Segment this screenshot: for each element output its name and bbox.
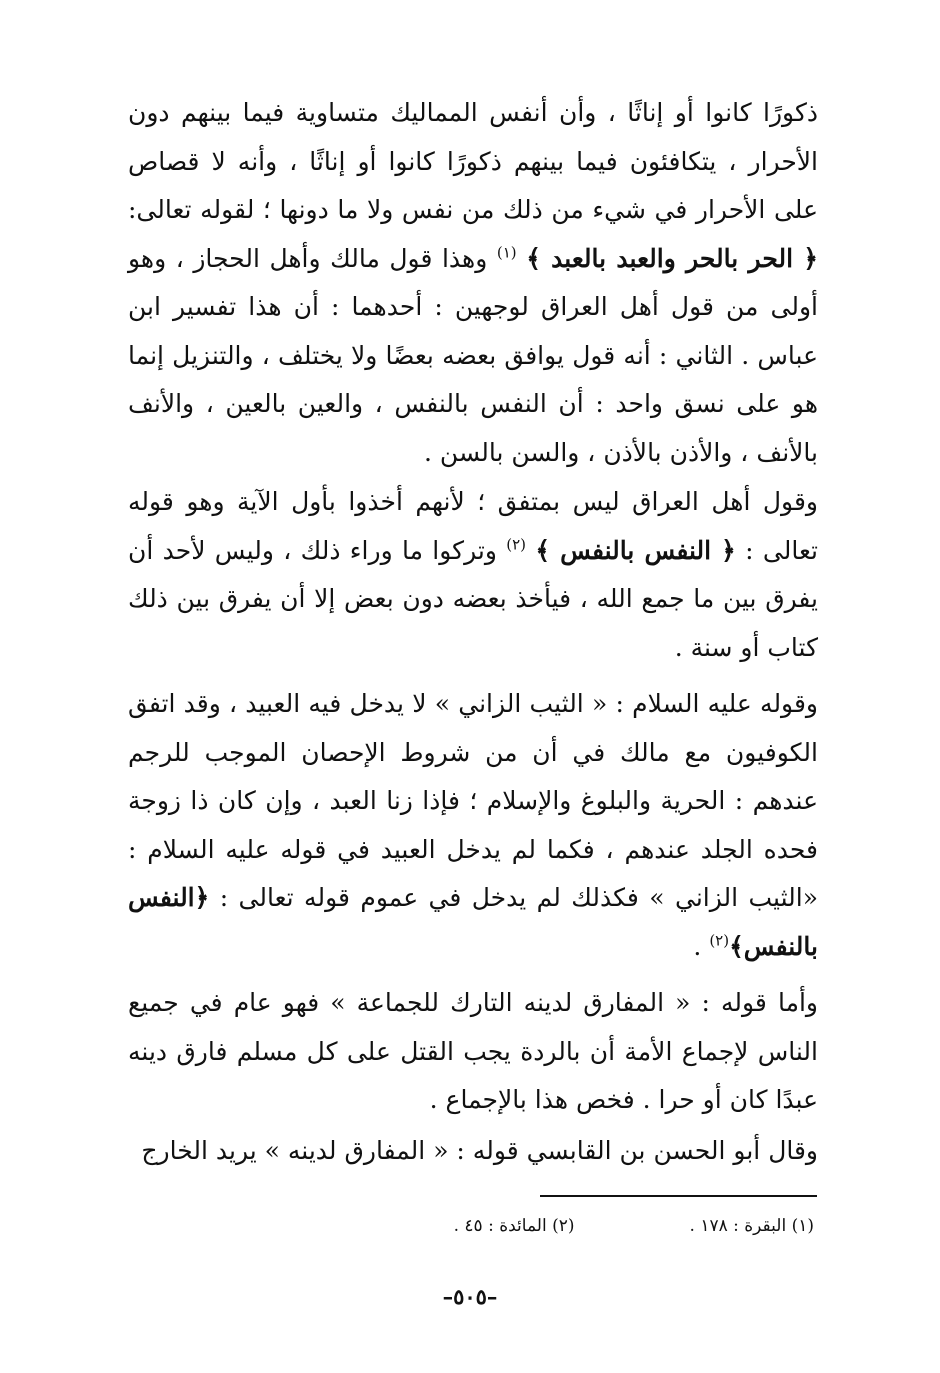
footnote-ref-3[interactable]: (٢) <box>709 931 730 950</box>
footnote-separator <box>540 1195 817 1197</box>
paragraph-5 <box>128 1127 818 1176</box>
paragraph-4 <box>128 979 818 1125</box>
quran-quote-3: ﴿النفس بالنفس﴾ <box>128 883 818 961</box>
footnote-ref-2[interactable]: (٢) <box>506 535 527 554</box>
paragraph-5-text: وقال أبو الحسن بن القابسي قوله : « المفارق لدينه » يريد الخارج <box>141 1136 818 1165</box>
footnote-ref-1[interactable]: (١) <box>496 243 517 262</box>
paragraph-3 <box>128 680 818 971</box>
paragraph-2-text-b: وتركوا ما وراء ذلك ، وليس لأحد أن يفرق بين ما جمع الله ، فيأخذ بعضه دون بعض إلا أن يفرق بين ذلك كتاب أو سنة . <box>128 535 818 662</box>
paragraph-1 <box>128 89 818 477</box>
footnotes <box>454 1211 814 1241</box>
paragraph-1-text-a: ذكورًا كانوا أو إناثًا ، وأن أنفس المماليك متساوية فيما بينهم دون الأحرار ، يتكافئون فيما بينهم ذكورًا كانوا أو إناثًا ، وأنه لا قصاص على الأحرار في شيء من ذلك من نفس ولا ما دونها ؛ لقوله تعالى: <box>128 98 818 224</box>
paragraph-4-text: وأما قوله : « المفارق لدينه التارك للجماعة » فهو عام في جميع الناس لإجماع الأمة أن بالردة يجب القتل على كل مسلم فارق دينه عبدًا كان أو حرا . فخص هذا بالإجماع . <box>128 988 818 1114</box>
paragraph-3-text-a: وقوله عليه السلام : « الثيب الزاني » لا يدخل فيه العبيد ، وقد اتفق الكوفيون مع مالك في أن من شروط الإحصان الموجب للرجم عندهم : الحرية والبلوغ والإسلام ؛ فإذا زنا العبد ، وإن كان ذا زوجة فحده الجلد عندهم ، فكما لم يدخل العبيد في قوله عليه السلام : «الثيب الزاني » فكذلك لم يدخل في عموم قوله تعالى : <box>128 689 818 912</box>
paragraph-2-text-a: وقول أهل العراق ليس بمتفق ؛ لأنهم أخذوا بأول الآية وهو قوله تعالى : <box>128 487 818 565</box>
paragraph-1-text-b: وهذا قول مالك وأهل الحجاز ، وهو أولى من قول أهل العراق لوجهين : أحدهما : أن هذا تفسير ابن عباس . الثاني : أنه قول يوافق بعضه بعضًا ولا يختلف ، والتنزيل إنما هو على نسق واحد : أن النفس بالنفس ، والعين بالعين ، والأنف بالأنف ، والأذن بالأذن ، والسن بالسن . <box>128 243 818 467</box>
paragraph-2 <box>128 478 818 672</box>
quran-quote-1: ﴿ الحر بالحر والعبد بالعبد ﴾ <box>526 243 818 273</box>
footnote-1: (١) البقرة : ١٧٨ . <box>689 1216 814 1236</box>
paragraph-3-text-b: . <box>693 931 710 961</box>
page-number: –٥٠٥– <box>442 1284 498 1309</box>
quran-quote-2: ﴿ النفس بالنفس ﴾ <box>535 535 736 565</box>
footnote-2: (٢) المائدة : ٤٥ . <box>453 1216 575 1236</box>
